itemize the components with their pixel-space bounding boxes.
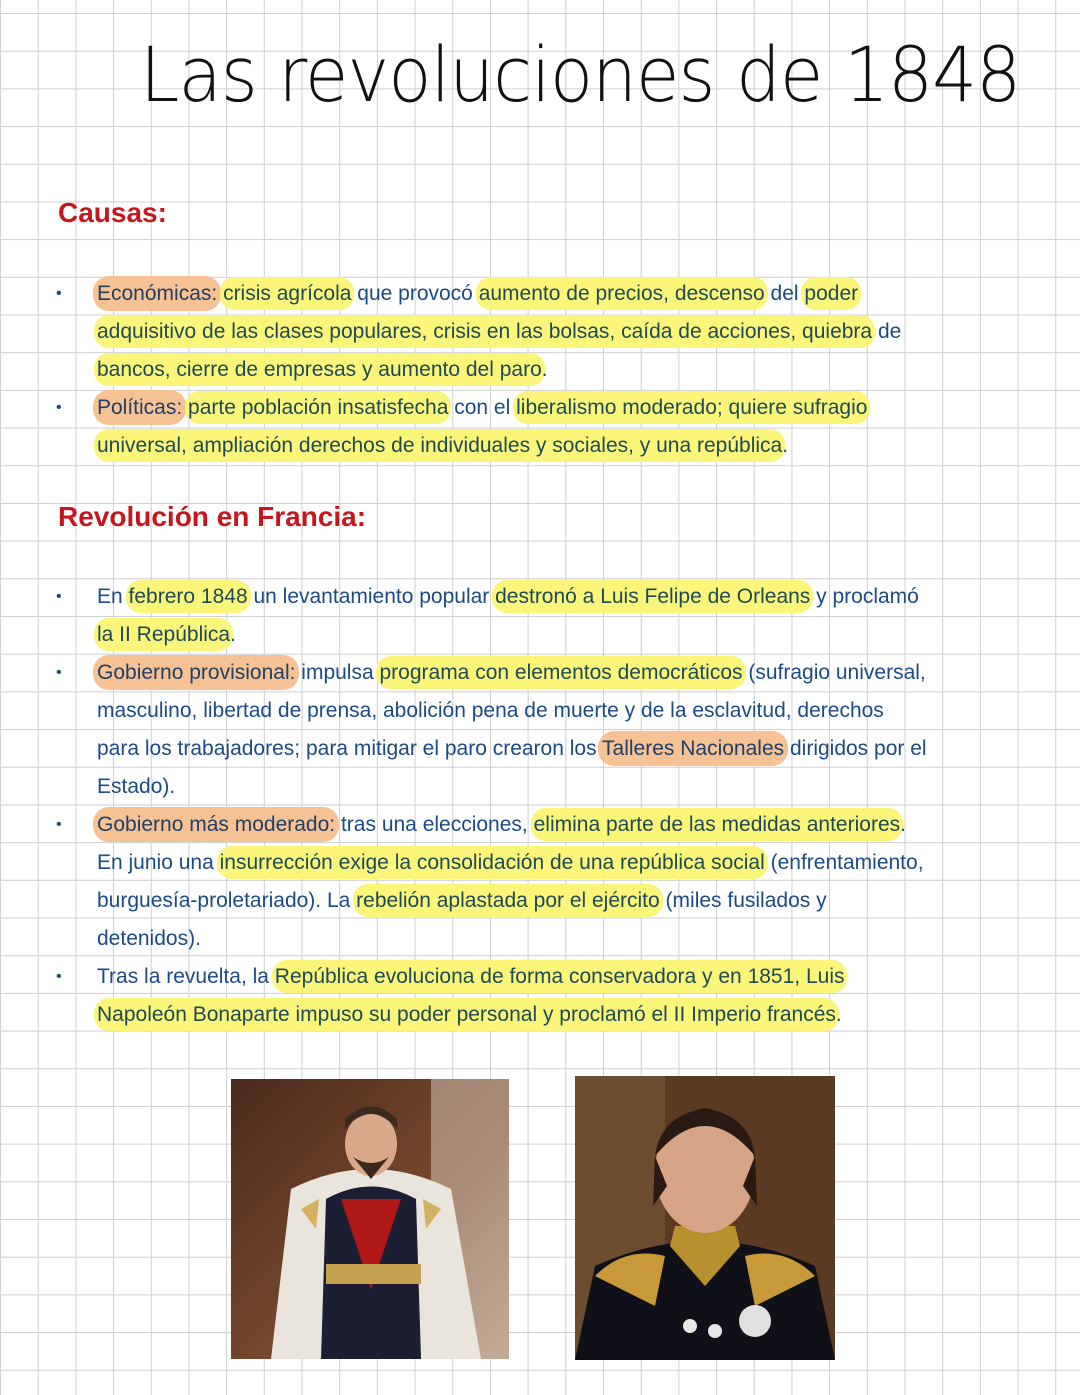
text-segment: burguesía-proletariado). La [97,889,357,912]
text-segment: detenidos). [97,927,201,950]
bullet-icon: • [56,968,62,985]
text-line [0,616,1080,654]
text-line [0,844,1080,882]
text-line [0,654,1080,692]
highlight-yellow: rebelión aplastada por el ejército [356,889,660,912]
text-segment: . [541,358,548,381]
text-line [0,313,1080,351]
text-segment: y proclamó [810,585,919,608]
text-line [0,351,1080,389]
text-line [0,692,1080,730]
portrait-napoleon-iii [231,1079,509,1359]
highlight-term: Económicas: [97,282,218,305]
highlight-yellow: la II República [97,623,231,646]
text-segment: . [835,1003,842,1026]
text-segment: (sufragio universal, [742,661,926,684]
highlight-yellow: insurrección exige la consolidación de una república social [219,851,765,874]
text-line [0,920,1080,958]
text-segment: Tras la revuelta, la [97,965,275,988]
text-segment: En junio una [97,851,220,874]
highlight-yellow: parte población insatisfecha [188,396,449,419]
text-segment: . [900,813,906,836]
text-segment: para los trabajadores; para mitigar el paro crearon los [97,737,603,760]
text-line [0,389,1080,427]
highlight-yellow: crisis agrícola [223,282,352,305]
francia-list [0,578,1080,1034]
text-segment: (miles fusilados y [659,889,827,912]
portrait-luis-felipe [575,1076,835,1360]
highlight-yellow: elimina parte de las medidas anteriores [533,813,901,836]
highlight-yellow: bancos, cierre de empresas y aumento del paro [97,358,542,381]
bullet-icon: • [56,588,62,605]
text-line [0,882,1080,920]
text-segment: impulsa [295,661,380,684]
text-line [0,730,1080,768]
text-line [0,958,1080,996]
highlight-yellow: destronó a Luis Felipe de Orleans [495,585,811,608]
text-segment: que provocó [351,282,479,305]
highlight-term: Gobierno más moderado: [97,813,336,836]
highlight-yellow: programa con elementos democráticos [379,661,743,684]
text-segment: Estado). [97,775,176,798]
text-segment: masculino, libertad de prensa, abolición pena de muerte y de la esclavitud, derechos [97,699,884,722]
text-segment: (enfrentamiento, [764,851,924,874]
highlight-yellow: febrero 1848 [128,585,248,608]
text-segment: de [872,320,902,343]
causas-list [0,275,1080,465]
text-segment: con el [448,396,517,419]
text-segment: dirigidos por el [784,737,927,760]
text-line [0,275,1080,313]
bullet-icon: • [56,664,62,681]
text-segment: tras una elecciones, [335,813,534,836]
text-segment: . [782,434,789,457]
text-line [0,806,1080,844]
text-segment: En [97,585,129,608]
text-line [0,578,1080,616]
highlight-yellow: Napoleón Bonaparte impuso su poder personal y proclamó el II Imperio francés [97,1003,836,1026]
text-line [0,768,1080,806]
highlight-term: Talleres Nacionales [602,737,785,760]
text-segment: del [764,282,805,305]
bullet-icon: • [56,399,62,416]
highlight-yellow: aumento de precios, descenso [478,282,765,305]
page-title: Las revoluciones de 1848 [140,30,1021,119]
bullet-icon: • [56,816,62,833]
highlight-term: Gobierno provisional: [97,661,296,684]
highlight-yellow: poder [804,282,859,305]
highlight-yellow: República evoluciona de forma conservadora y en 1851, Luis [274,965,845,988]
section-heading-causas: Causas: [58,197,167,228]
highlight-term: Políticas: [97,396,183,419]
text-line [0,427,1080,465]
text-line [0,996,1080,1034]
highlight-yellow: liberalismo moderado; quiere sufragio [516,396,868,419]
highlight-yellow: adquisitivo de las clases populares, crisis en las bolsas, caída de acciones, quiebra [97,320,873,343]
section-heading-francia: Revolución en Francia: [58,501,367,532]
text-segment: un levantamiento popular [247,585,496,608]
highlight-yellow: universal, ampliación derechos de individuales y sociales, y una república [97,434,783,457]
text-segment: . [230,623,236,646]
bullet-icon: • [56,285,62,302]
